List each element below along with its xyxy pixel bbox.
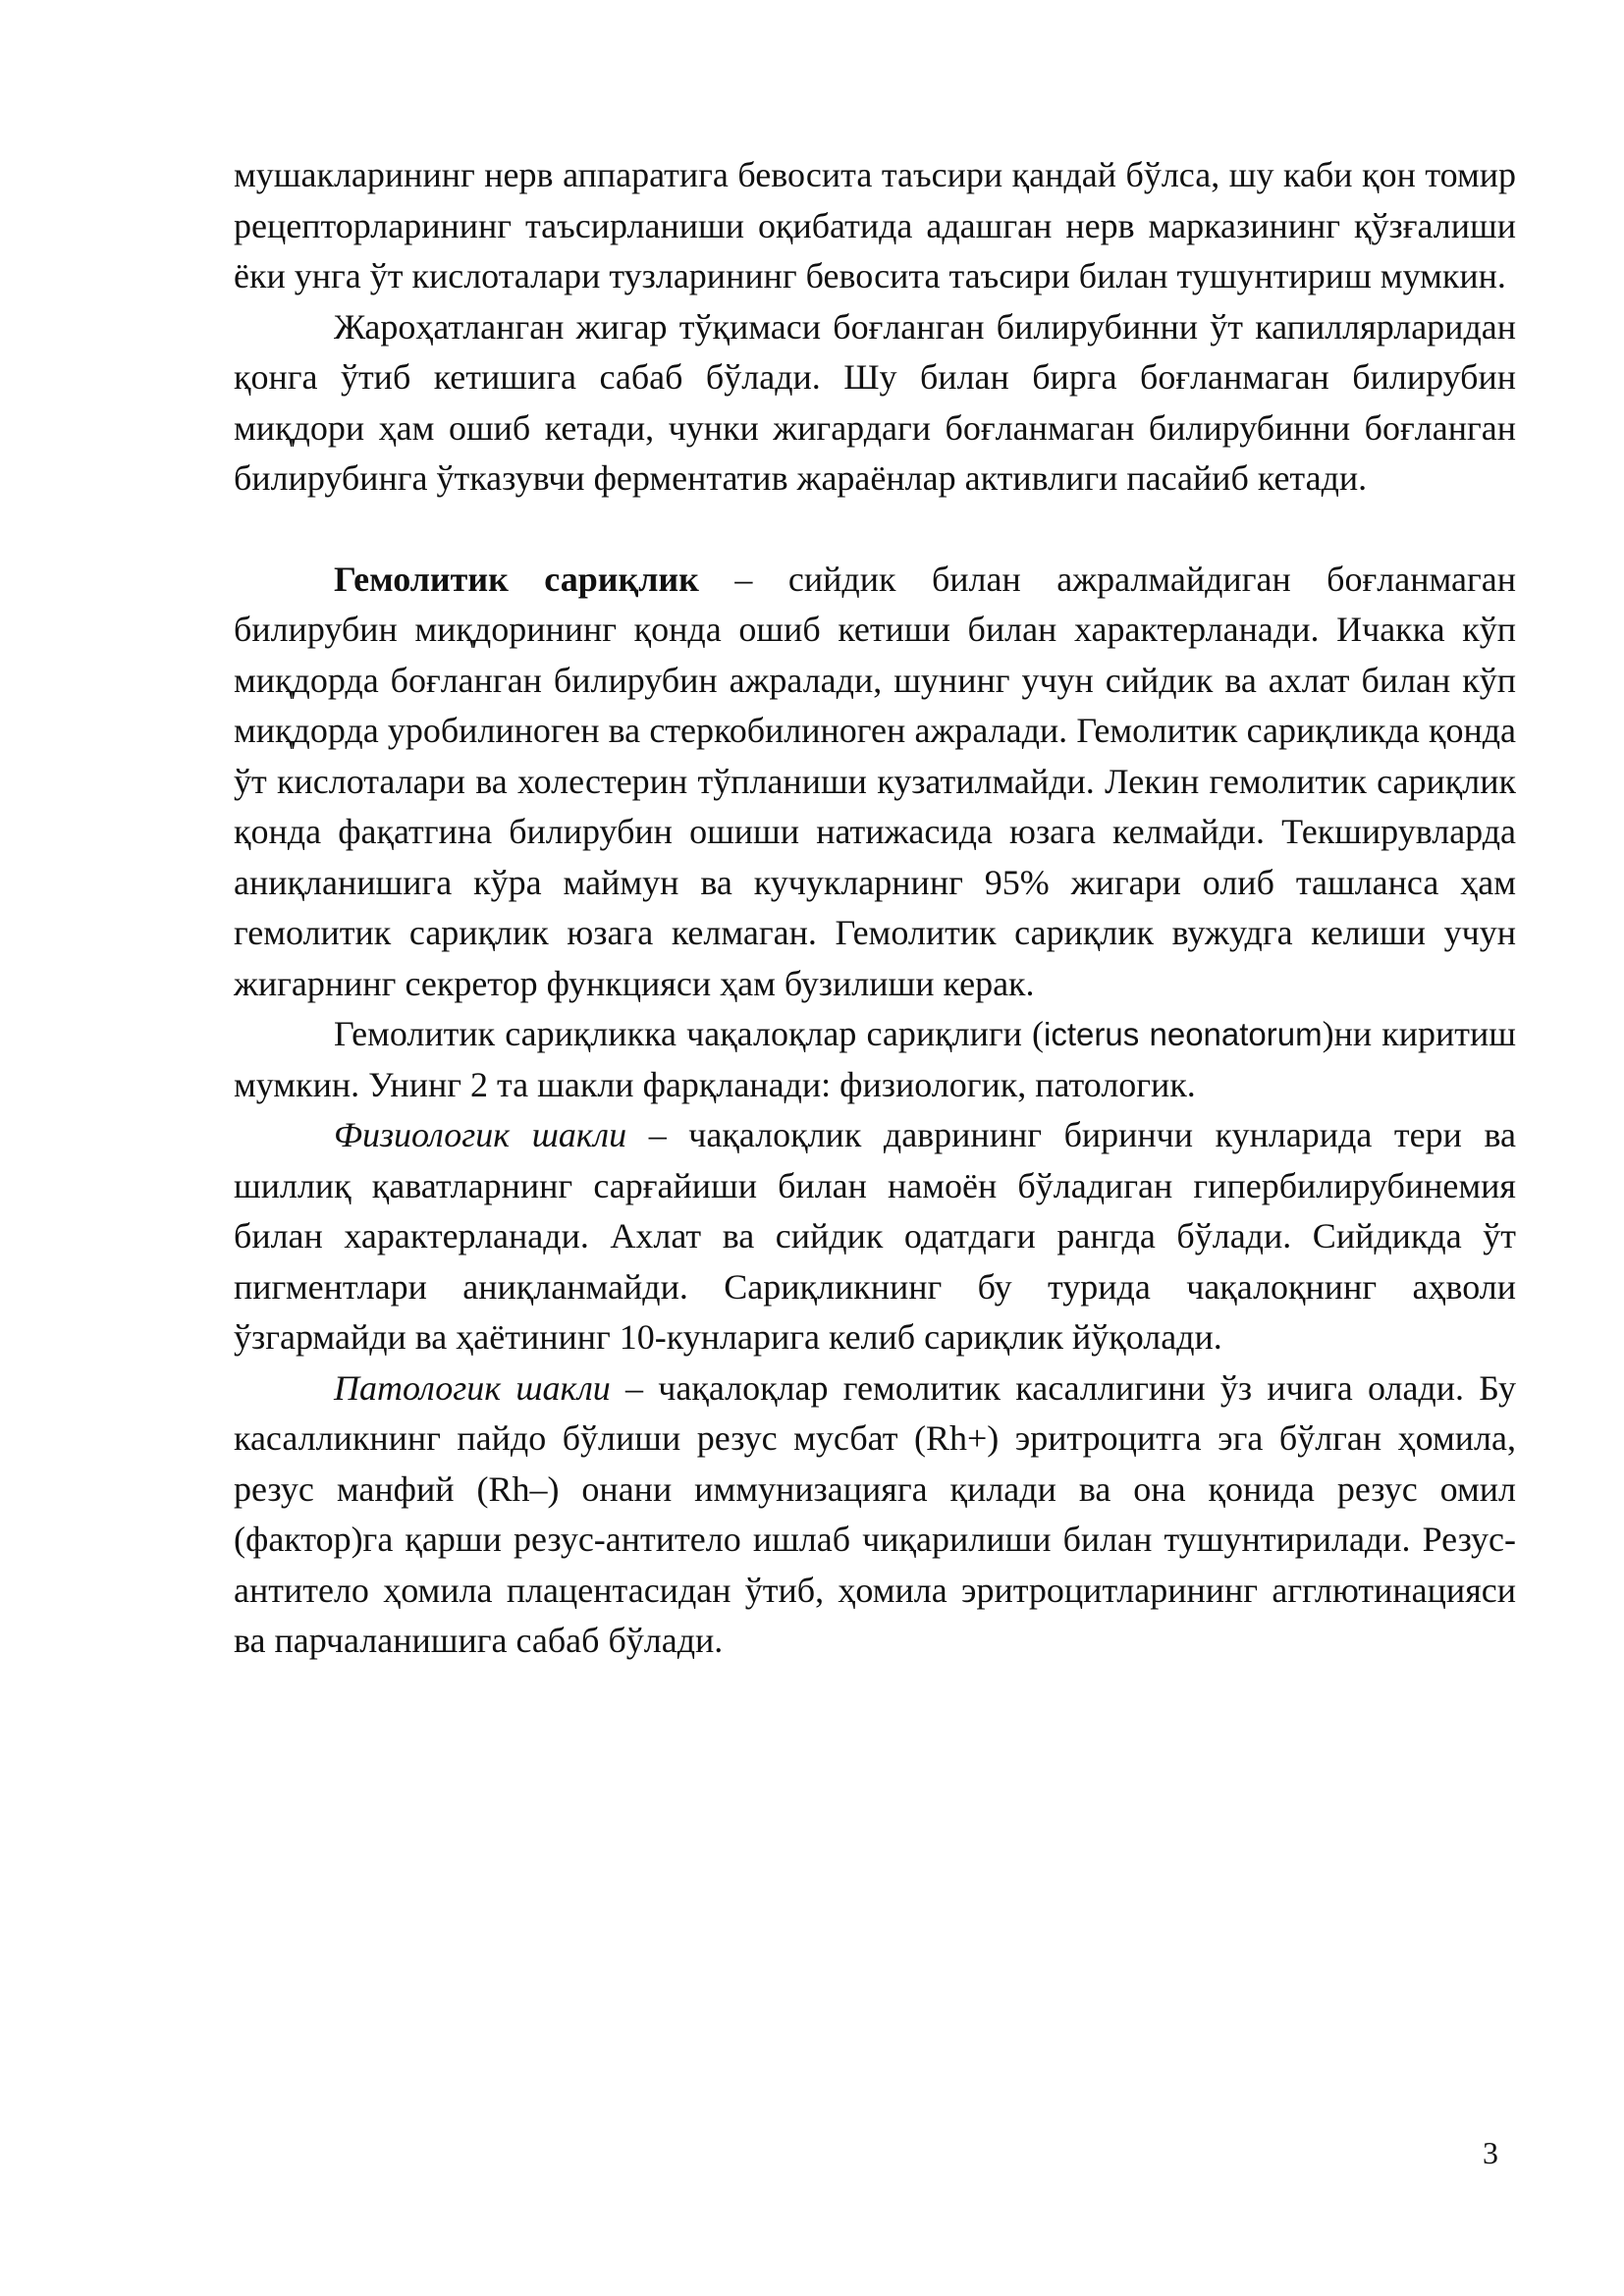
latin-term: icterus neonatorum bbox=[1044, 1016, 1323, 1052]
paragraph-gap bbox=[234, 505, 1516, 555]
term-hemolytic-jaundice: Гемолитик сариқлик bbox=[334, 559, 699, 599]
paragraph-5 bbox=[234, 1110, 1516, 1363]
paragraph-4 bbox=[234, 1009, 1516, 1110]
term-physiological-form: Физиологик шакли bbox=[334, 1115, 627, 1154]
term-pathological-form: Патологик шакли bbox=[334, 1367, 611, 1408]
paragraph-6 bbox=[234, 1363, 1516, 1667]
page-number: 3 bbox=[1483, 2135, 1498, 2170]
paragraph-3 bbox=[234, 555, 1516, 1010]
body-text bbox=[234, 150, 1516, 1667]
paragraph-6-text: – чақалоқлар гемолитик касаллигини ўз ичига олади. Бу касалликнинг пайдо бўлиши резус мусбат (Rh+) эритроцитга эга бўлган ҳомила, резус манфий (Rh–) онани иммунизацияга қилади ва она қонида резус омил (фактор)га қарши резус-антитело ишлаб чиқарилиши билан тушунтирилади. Резус-антитело ҳомила плацентасидан ўтиб, ҳомила эритроцитларининг агглютинацияси ва парчаланишига сабаб бўлади. bbox=[234, 1367, 1517, 1660]
paragraph-4-after: )ни киритиш мумкин. Унинг 2 та шакли фарқланади: физиологик, патологик. bbox=[234, 1014, 1517, 1104]
paragraph-4-before: Гемолитик сариқликка чақалоқлар сариқлиги ( bbox=[334, 1014, 1045, 1053]
paragraph-3-text: – сийдик билан ажралмайдиган боғланмаган билирубин миқдорининг қонда ошиб кетиши билан характерланади. Ичакка кўп миқдорда боғланган билирубин ажралади, шунинг учун сийдик ва ахлат билан кўп миқдорда уробилиноген ва стеркобилиноген ажралади. Гемолитик сариқликда қонда ўт кислоталари ва холестерин тўпланиши кузатилмайди. Лекин гемолитик сариқлик қонда фақатгина билирубин ошиши натижасида юзага келмайди. Текширувларда аниқланишига кўра маймун ва кучукларнинг 95% жигари олиб ташланса ҳам гемолитик сариқлик юзага келмаган. Гемолитик сариқлик вужудга келиши учун жигарнинг секретор функцияси ҳам бузилиши керак. bbox=[234, 559, 1517, 1003]
paragraph-5-text: – чақалоқлик даврининг биринчи кунларида тери ва шиллиқ қаватларнинг сарғайиши билан намоён бўладиган гипербилирубинемия билан характерланади. Ахлат ва сийдик одатдаги рангда бўлади. Сийдикда ўт пигментлари аниқланмайди. Сариқликнинг бу турида чақалоқнинг аҳволи ўзгармайди ва ҳаётининг 10-кунларига келиб сариқлик йўқолади. bbox=[234, 1115, 1516, 1357]
paragraph-1: мушакларининг нерв аппаратига бевосита таъсири қандай бўлса, шу каби қон томир рецепторларининг таъсирланиши оқибатида адашган нерв марказининг қўзғалиши ёки унга ўт кислоталари тузларининг бевосита таъсири билан тушунтириш мумкин. bbox=[234, 155, 1516, 295]
paragraph-2: Жароҳатланган жигар тўқимаси боғланган билирубинни ўт капиллярларидан қонга ўтиб кетишига сабаб бўлади. Шу билан бирга боғланмаган билирубин миқдори ҳам ошиб кетади, чунки жигардаги боғланмаган билирубинни боғланган билирубинга ўтказувчи ферментатив жараёнлар активлиги пасайиб кетади. bbox=[234, 306, 1516, 498]
